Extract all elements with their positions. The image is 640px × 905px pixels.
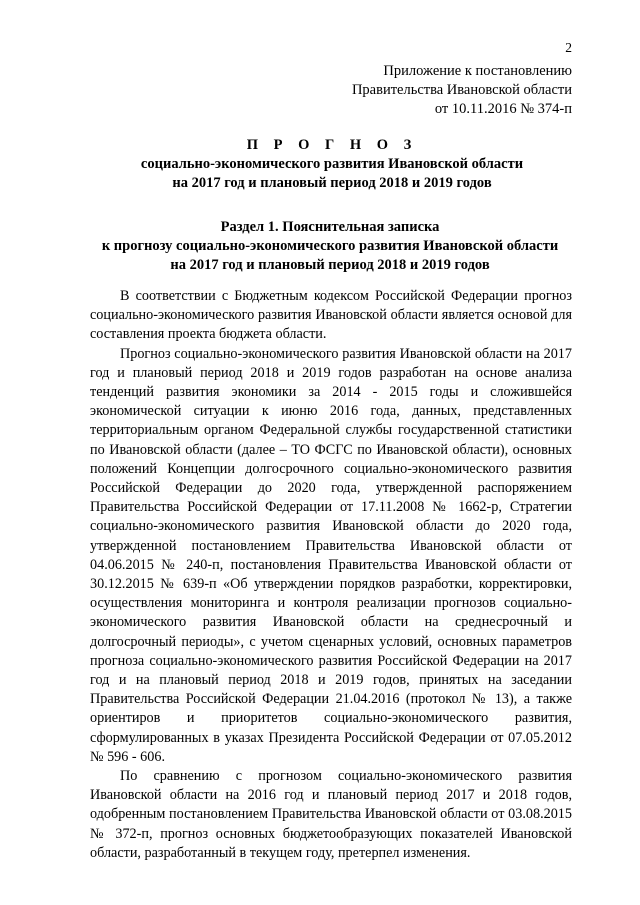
title-heading: П Р О Г Н О З	[246, 137, 418, 153]
title-line-2: на 2017 год и плановый период 2018 и 2019 годов	[172, 175, 492, 191]
paragraph: Прогноз социально-экономического развития Ивановской области на 2017 год и плановый период 2018 и 2019 годов разработан на основе анализа тенденций развития экономики за 2014 - 2015 годы и сложившейся экономической ситуации к июню 2016 года, данных, представленных территориальным органом Федеральной службы государственной статистики по Ивановской области (далее – ТО ФСГС по Ивановской области), основных положений Концепции долгосрочного социально-экономического развития Российской Федерации до 2020 года, утвержденной распоряжением Правительства Российской Федерации от 17.11.2008 № 1662-р, Стратегии социально-экономического развития Ивановской области до 2020 года, утвержденной постановлением Правительства Ивановской области от 04.06.2015 № 240-п, постановления Правительства Ивановской области от 30.12.2015 № 639-п «Об утверждении порядков разработки, корректировки, осуществления мониторинга и контроля реализации прогнозов социально-экономического развития Ивановской области на среднесрочный и долгосрочный периоды», с учетом сценарных условий, основных параметров прогноза социально-экономического развития Российской Федерации на 2017 год и на плановый период 2018 и 2019 годов, принятых на заседании Правительства Российской Федерации 21.04.2016 (протокол № 13), а также ориентиров и приоритетов социально-экономического развития, сформулированных в указах Президента Российской Федерации от 07.05.2012 № 596 - 606.	[90, 345, 572, 765]
appendix-reference	[352, 62, 572, 119]
appendix-line-3: от 10.11.2016 № 374-п	[434, 101, 572, 117]
document-title	[72, 136, 592, 193]
appendix-line-1: Приложение к постановлению	[383, 63, 572, 79]
appendix-line-2: Правительства Ивановской области	[351, 82, 572, 98]
section-line-1: Раздел 1. Пояснительная записка	[220, 219, 440, 235]
page-number: 2	[565, 40, 572, 55]
body-text	[90, 287, 572, 863]
section-line-3: на 2017 год и плановый период 2018 и 2019 годов	[170, 257, 490, 273]
section-line-2: к прогнозу социально-экономического развития Ивановской области	[101, 238, 559, 254]
title-line-1: социально-экономического развития Ивановской области	[140, 156, 524, 172]
paragraph: В соответствии с Бюджетным кодексом Российской Федерации прогноз социально-экономического развития Ивановской области является основой для составления проекта бюджета области.	[90, 288, 572, 343]
paragraph: По сравнению с прогнозом социально-экономического развития Ивановской области на 2016 год и плановый период 2017 и 2018 годов, одобренным постановлением Правительства Ивановской области от 03.08.2015 № 372-п, прогноз основных бюджетообразующих показателей Ивановской области, разработанный в текущем году, претерпел изменения.	[90, 768, 572, 861]
section-heading	[60, 218, 600, 275]
